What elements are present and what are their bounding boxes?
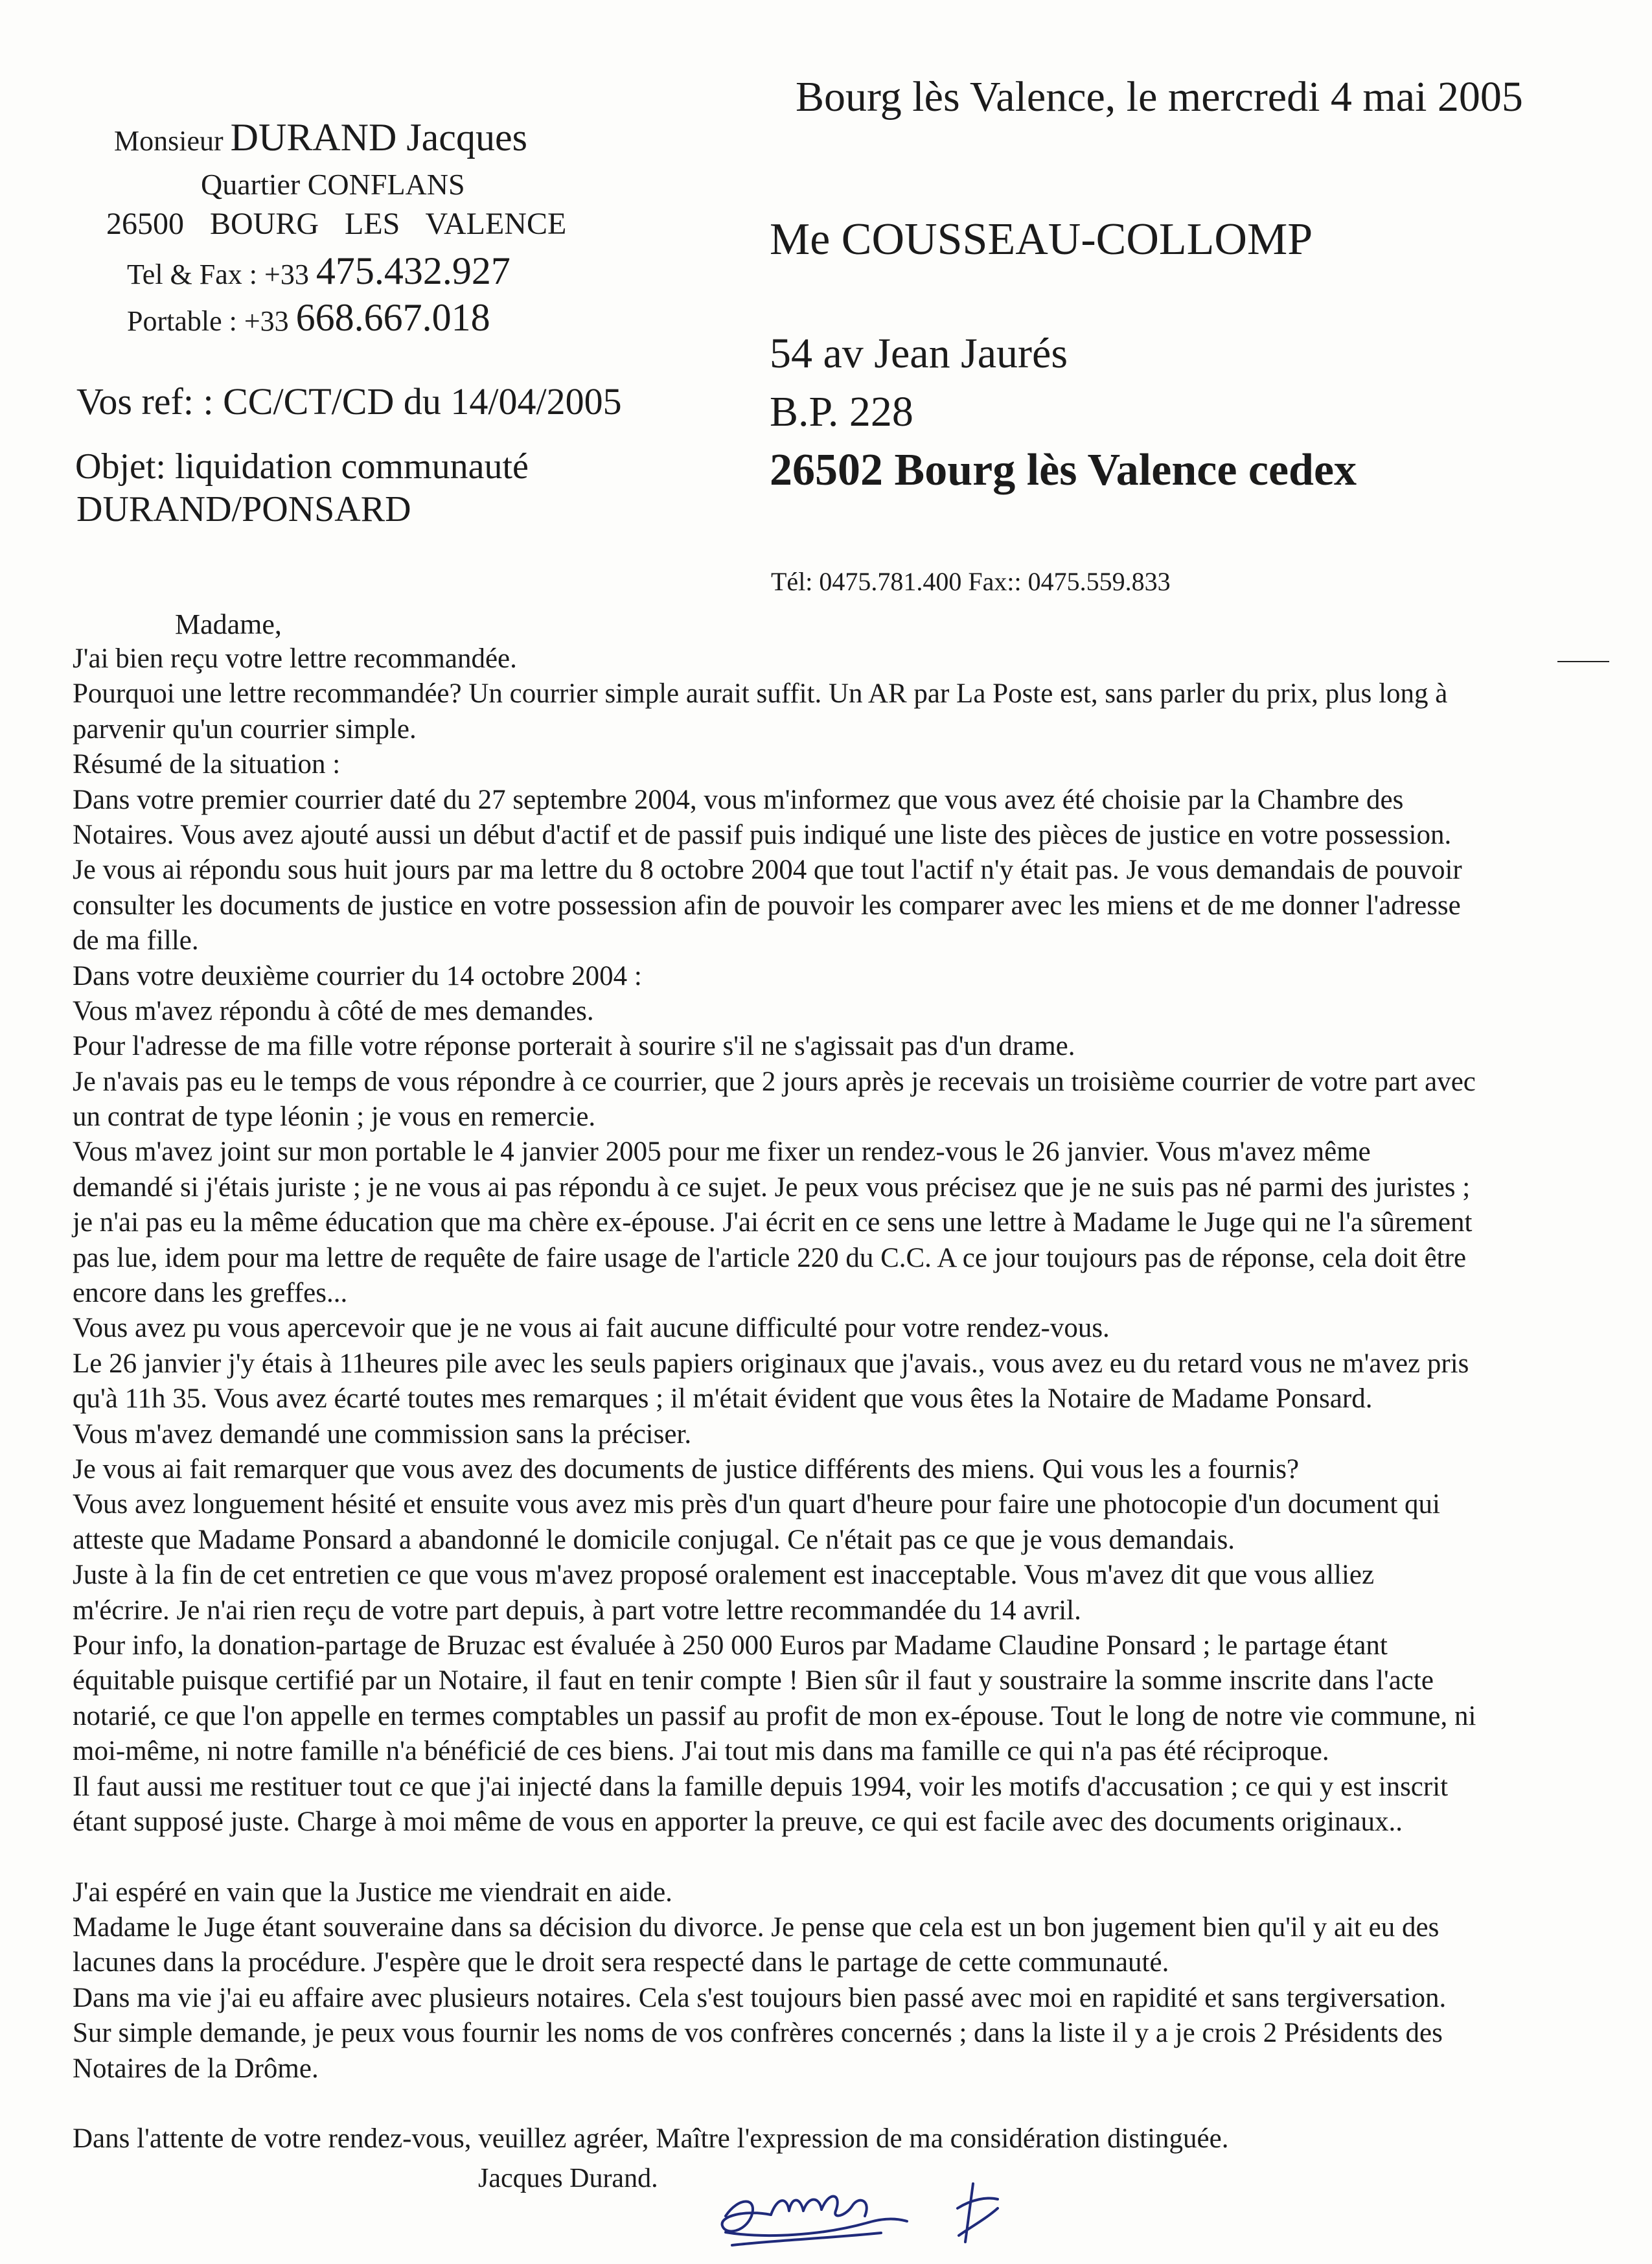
- body-line: Je n'avais pas eu le temps de vous répondre à ce courrier, que 2 jours après je recevais un troisième courrier de votre part avec: [73, 1066, 1476, 1097]
- body-line: J'ai espéré en vain que la Justice me viendrait en aide.: [73, 1877, 672, 1908]
- body-line: qu'à 11h 35. Vous avez écarté toutes mes remarques ; il m'était évident que vous êtes la Notaire de Madame Ponsard.: [73, 1383, 1373, 1415]
- body-line: Pour info, la donation-partage de Bruzac est évaluée à 250 000 Euros par Madame Claudine Ponsard ; le partage étant: [73, 1630, 1388, 1661]
- body-line: Notaires de la Drôme.: [73, 2053, 319, 2084]
- recipient-city: 26502 Bourg lès Valence cedex: [770, 445, 1357, 495]
- body-line: étant supposé juste. Charge à moi même de vous en apporter la preuve, ce qui est facile avec des documents originaux..: [73, 1806, 1403, 1837]
- subject-line: Objet: liquidation communauté: [75, 446, 529, 487]
- body-line: J'ai bien reçu votre lettre recommandée.: [73, 643, 517, 674]
- body-line: équitable puisque certifié par un Notaire, il faut en tenir compte ! Bien sûr il faut y soustraire la somme inscrite dans l'acte: [73, 1665, 1434, 1696]
- body-line: Il faut aussi me restituer tout ce que j'ai injecté dans la famille depuis 1994, voir les motifs d'accusation ; ce qui y est inscrit: [73, 1771, 1449, 1802]
- body-line: Dans ma vie j'ai eu affaire avec plusieurs notaires. Cela s'est toujours bien passé avec moi en rapidité et sans tergiversation.: [73, 1982, 1447, 2013]
- body-line: Dans votre deuxième courrier du 14 octobre 2004 :: [73, 960, 642, 991]
- body-line: un contrat de type léonin ; je vous en remercie.: [73, 1102, 596, 1133]
- body-line: Vous m'avez répondu à côté de mes demandes.: [73, 995, 594, 1026]
- reference-line: Vos ref: : CC/CT/CD du 14/04/2005: [76, 380, 622, 422]
- recipient-street: 54 av Jean Jaurés: [770, 330, 1068, 377]
- body-line: je n'ai pas eu la même éducation que ma chère ex-épouse. J'ai écrit en ce sens une lettre à Madame le Juge qui ne l'a sûrement: [73, 1207, 1473, 1238]
- body-line: atteste que Madame Ponsard a abandonné le domicile conjugal. Ce n'était pas ce que je vous demandais.: [73, 1524, 1235, 1555]
- sender-full-name: DURAND Jacques: [230, 116, 527, 159]
- body-line: Notaires. Vous avez ajouté aussi un début d'actif et de passif puis indiqué une liste des pièces de justice en votre possession.: [73, 819, 1452, 850]
- sender-mobile: [127, 295, 490, 340]
- body-line: consulter les documents de justice en votre possession afin de pouvoir les comparer avec les miens et de me donner l'adresse: [73, 890, 1461, 921]
- body-line: Le 26 janvier j'y étais à 11heures pile avec les seuls papiers originaux que j'avais., vous avez eu du retard vous ne m'avez pris: [73, 1348, 1469, 1379]
- body-line: de ma fille.: [73, 925, 199, 956]
- closing-name: Jacques Durand.: [478, 2164, 658, 2193]
- body-line: Je vous ai répondu sous huit jours par ma lettre du 8 octobre 2004 que tout l'actif n'y était pas. Je vous demandais de pouvoir: [73, 855, 1462, 886]
- phone-label: Tel & Fax : +33: [127, 259, 309, 290]
- body-line: Sur simple demande, je peux vous fournir les noms de vos confrères concernés ; dans la liste il y a je crois 2 Présidents des: [73, 2018, 1443, 2049]
- paragraph-gap: [73, 2086, 1589, 2121]
- body-line: m'écrire. Je n'ai rien reçu de votre part depuis, à part votre lettre recommandée du 14 avril.: [73, 1595, 1081, 1626]
- body-line: Je vous ai fait remarquer que vous avez des documents de justice différents des miens. Qui vous les a fournis?: [73, 1453, 1300, 1484]
- mobile-label: Portable : +33: [127, 305, 289, 337]
- body-line: lacunes dans la procédure. J'espère que le droit sera respecté dans le partage de cette communauté.: [73, 1947, 1169, 1978]
- body-line: moi-même, ni notre famille n'a bénéficié de ces biens. J'ai tout mis dans ma famille ce qui n'a pas été réciproque.: [73, 1736, 1329, 1767]
- mobile-number: 668.667.018: [295, 296, 490, 339]
- recipient-name: Me COUSSEAU-COLLOMP: [770, 214, 1313, 264]
- handwritten-signature: [713, 2171, 1011, 2261]
- sender-name: [114, 115, 527, 160]
- sender-quarter: Quartier CONFLANS: [201, 168, 465, 201]
- body-line: encore dans les greffes...: [73, 1278, 348, 1309]
- subject-line-continued: DURAND/PONSARD: [76, 489, 411, 529]
- body-line: Pourquoi une lettre recommandée? Un courrier simple aurait suffit. Un AR par La Poste est, sans parler du prix, plus long à: [73, 678, 1448, 710]
- body-line: demandé si j'étais juriste ; je ne vous ai pas répondu à ce sujet. Je peux vous précisez que je ne suis pas né parmi des juristes ;: [73, 1172, 1471, 1203]
- salutation: Madame,: [175, 608, 282, 640]
- letter-date: Bourg lès Valence, le mercredi 4 mai 2005: [796, 73, 1523, 121]
- body-line: pas lue, idem pour ma lettre de requête de faire usage de l'article 220 du C.C. A ce jour toujours pas de réponse, cela doit être: [73, 1242, 1467, 1273]
- sender-phone: [127, 249, 511, 294]
- body-line: Résumé de la situation :: [73, 749, 341, 780]
- phone-number: 475.432.927: [315, 249, 511, 292]
- body-line: Vous avez pu vous apercevoir que je ne vous ai fait aucune difficulté pour votre rendez-vous.: [73, 1313, 1110, 1344]
- recipient-contact: Tél: 0475.781.400 Fax:: 0475.559.833: [771, 567, 1171, 596]
- body-line: parvenir qu'un courrier simple.: [73, 713, 417, 745]
- body-line: Madame le Juge étant souveraine dans sa décision du divorce. Je pense que cela est un bon jugement bien qu'il y ait eu des: [73, 1912, 1440, 1943]
- sender-city: 26500 BOURG LES VALENCE: [106, 207, 567, 241]
- body-line: Pour l'adresse de ma fille votre réponse porterait à sourire s'il ne s'agissait pas d'un drame.: [73, 1031, 1075, 1062]
- body-line: Vous m'avez joint sur mon portable le 4 janvier 2005 pour me fixer un rendez-vous le 26 janvier. Vous m'avez même: [73, 1137, 1371, 1168]
- recipient-po-box: B.P. 228: [770, 388, 913, 435]
- sender-title: Monsieur: [114, 125, 224, 157]
- paragraph-gap: [73, 1840, 1589, 1875]
- body-line: Vous m'avez demandé une commission sans la préciser.: [73, 1418, 692, 1450]
- body-line: Dans l'attente de votre rendez-vous, veuillez agréer, Maître l'expression de ma considération distinguée.: [73, 2123, 1229, 2154]
- body-line: Dans votre premier courrier daté du 27 septembre 2004, vous m'informez que vous avez été choisie par la Chambre des: [73, 784, 1404, 815]
- body-line: Vous avez longuement hésité et ensuite vous avez mis près d'un quart d'heure pour faire une photocopie d'un document qui: [73, 1489, 1440, 1520]
- body-line: notarié, ce que l'on appelle en termes comptables un passif au profit de mon ex-épouse. Tout le long de notre vie commune, ni: [73, 1700, 1476, 1731]
- body-line: Juste à la fin de cet entretien ce que vous m'avez proposé oralement est inacceptable. Vous m'avez dit que vous alliez: [73, 1560, 1375, 1591]
- letter-body: [73, 641, 1589, 2157]
